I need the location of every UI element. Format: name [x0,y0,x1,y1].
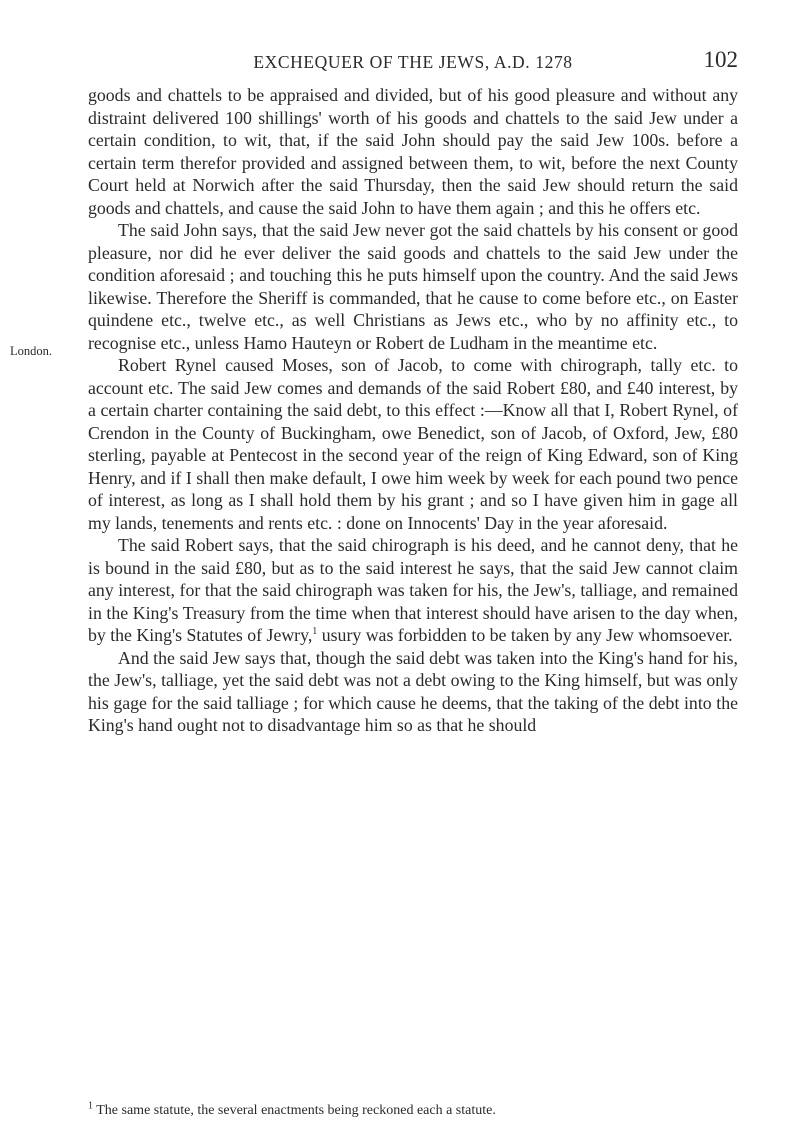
paragraph-3: Robert Rynel caused Moses, son of Jacob, to come with chirograph, tally etc. to account etc. The said Jew comes and demands of the said Robert £80, and £40 interest, by a certain charter containing the said debt, to this effect :—Know all that I, Robert Rynel, of Crendon in the County of Buckingham, owe Benedict, son of Jacob, of Oxford, Jew, £80 sterling, payable at Pentecost in the second year of the reign of King Edward, son of King Henry, and if I shall then make default, I owe him week by week for each pound two pence of interest, as long as I shall hold them by his grant ; and so I have given him in gage all my lands, tenements and rents etc. : done on Innocents' Day in the year aforesaid. [88,355,738,533]
margin-note-location: London. [10,344,53,358]
footnote-mark: 1 [88,1100,93,1112]
footnote-text: The same statute, the several enactments being reckoned each a statute. [96,1103,496,1118]
main-text [88,84,738,737]
page-number: 102 [703,47,738,72]
running-head [88,46,738,76]
footnote [88,1102,738,1120]
paragraph-5: And the said Jew says that, though the said debt was taken into the King's hand for his, the Jew's, talliage, yet the said debt was not a debt owing to the King himself, but was only his gage for the said talliage ; for which cause he deems, that the taking of the debt into the King's hand ought not to disadvantage him so as that he should [88,647,738,735]
paragraph-1: goods and chattels to be appraised and divided, but of his good pleasure and without any distraint delivered 100 shillings' worth of his goods and chattels to the said Jew under a certain condition, to wit, that, if the said John should pay the said Jew 100s. before a certain term therefor provided and assigned between them, to wit, before the next County Court held at Norwich after the said Thursday, then the said Jew should return the said goods and chattels, and cause the said John to have them again ; and this he offers etc. [88,85,738,218]
footnote-reference: 1 [312,626,318,638]
paragraph-2: The said John says, that the said Jew never got the said chattels by his consent or good pleasure, nor did he ever deliver the said goods and chattels to the said Jew under the condition aforesaid ; and touching this he puts himself upon the country. And the said Jews likewise. Therefore the Sheriff is commanded, that he cause to come before etc., on Easter quindene etc., twelve etc., as well Christians as Jews etc., who by no affinity etc., to recognise etc., unless Hamo Hauteyn or Robert de Ludham in the meantime etc. [88,220,738,353]
paragraph-4-text: The said Robert says, that the said chirograph is his deed, and he cannot deny, that he is bound in the said £80, but as to the said interest he says, that the said Jew cannot claim any interest, for that the said chirograph was taken for his, the Jew's, talliage, and remained in the King's Treasury from the time when that interest should have arisen to the day when, by the King's Statutes of Jewry, [88,535,738,645]
running-title: EXCHEQUER OF THE JEWS, A.D. 1278 [253,52,573,72]
paragraph-4 [88,534,738,647]
paragraph-4-continuation: usury was forbidden to be taken by any Jew whomsoever. [321,625,733,645]
